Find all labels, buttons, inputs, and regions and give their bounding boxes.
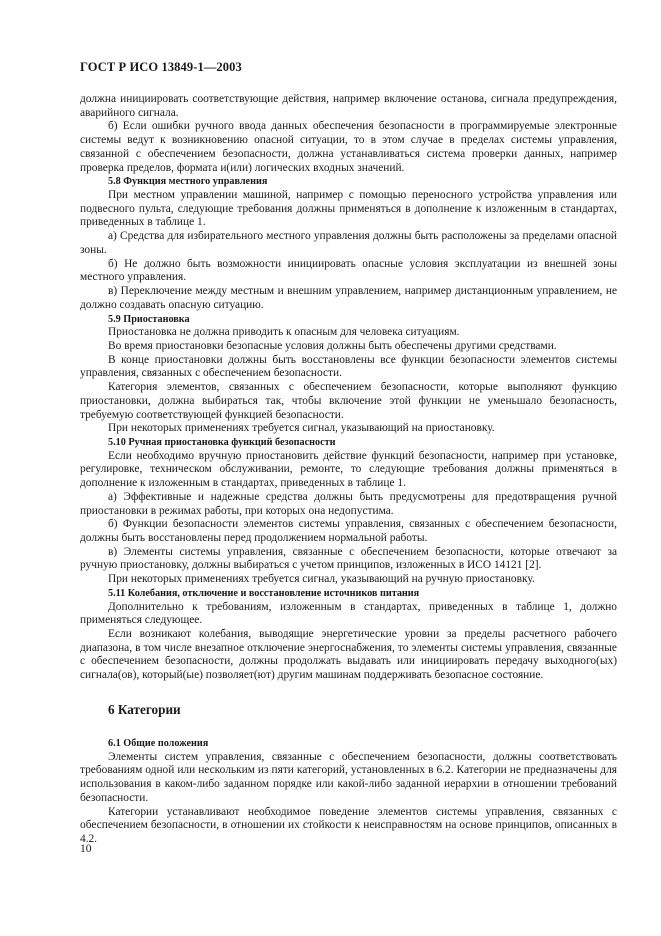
paragraph: должна инициировать соответствующие действия, например включение останова, сигнала предупреждения, аварийного сигнала.: [80, 93, 617, 119]
paragraph: б) Не должно быть возможности инициировать опасные условия эксплуатации из внешней зоны местного управления.: [80, 257, 617, 284]
paragraph: в) Элементы системы управления, связанные с обеспечением безопасности, которые отвечают за ручную приостановку, должны выбираться с учетом принципов, изложенных в ИСО 14121 [2].: [80, 545, 617, 572]
document-header: ГОСТ Р ИСО 13849-1—2003: [80, 60, 242, 74]
paragraph: В конце приостановки должны быть восстановлены все функции безопасности элементов системы управления, связанных с обеспечением безопасности.: [80, 353, 617, 380]
document-body: [80, 93, 617, 847]
paragraph: а) Средства для избирательного местного управления должны быть расположены за пределами опасной зоны.: [80, 230, 617, 256]
section-heading-5-9: 5.9 Приостановка: [108, 313, 190, 325]
paragraph: в) Переключение между местным и внешним управлением, например дистанционным управлением, не должно создавать опасную ситуацию.: [80, 285, 617, 311]
page-number: 10: [80, 843, 92, 855]
paragraph: При некоторых применениях требуется сигнал, указывающий на ручную приостановку.: [108, 573, 535, 586]
paragraph: Во время приостановки безопасные условия должны быть обеспечены другими средствами.: [108, 339, 557, 352]
section-heading-5-10: 5.10 Ручная приостановка функций безопасности: [108, 436, 336, 448]
paragraph: б) Функции безопасности элементов системы управления, связанных с обеспечением безопасности, должны быть восстановлены перед продолжением нормальной работы.: [80, 518, 617, 544]
paragraph: Если необходимо вручную приостановить действие функций безопасности, например при установке, регулировке, техническом обслуживании, ремонте, то следующие требования должны применяться в дополнение к изложенным в стандартах, приведенных в таблице 1.: [80, 449, 617, 490]
paragraph: а) Эффективные и надежные средства должны быть предусмотрены для предотвращения ручной приостановки в режимах работы, при которых она недопустима.: [80, 490, 617, 517]
paragraph: При некоторых применениях требуется сигнал, указывающий на приостановку.: [108, 422, 495, 435]
paragraph: Элементы систем управления, связанные с обеспечением безопасности, должны соответствовать требованиям одной или нескольким из пяти категорий, установленных в 6.2. Категории не предназначены для использования в каком-либо заданном порядке или какой-либо заданной иерархии в отношении требований безопасности.: [80, 750, 617, 804]
paragraph: Приостановка не должна приводить к опасным для человека ситуациям.: [108, 326, 460, 339]
paragraph: Категория элементов, связанных с обеспечением безопасности, которые выполняют функцию приостановки, должна выбираться так, чтобы включение этой функции не уменьшало безопасность, требуемую соответствующей функцией безопасности.: [80, 381, 617, 421]
paragraph: Если возникают колебания, выводящие энергетические уровни за пределы расчетного рабочего диапазона, в том числе внезапное отключение энергоснабжения, то элементы системы управления, связанные с обеспечением безопасности, должны продолжать выдавать или инициировать передачу выходного(ых) сигнала(ов), который(ые) позволяет(ют) другим машинам поддерживать безопасное состояние.: [80, 628, 617, 682]
paragraph: Дополнительно к требованиям, изложенным в стандартах, приведенных в таблице 1, должно применяться следующее.: [80, 600, 617, 627]
chapter-heading-6: 6 Категории: [108, 701, 181, 717]
section-heading-5-11: 5.11 Колебания, отключение и восстановление источников питания: [108, 587, 420, 599]
section-heading-6-1: 6.1 Общие положения: [108, 737, 209, 749]
section-heading-5-8: 5.8 Функция местного управления: [108, 176, 268, 188]
paragraph: б) Если ошибки ручного ввода данных обеспечения безопасности в программируемые электронные системы ведут к возникновению опасной ситуации, то в этом случае в пределах системы управления, связанной с обеспечением безопасности, должна устанавливаться система проверки данных, например проверка пределов, формата и(или) логических входных значений.: [80, 120, 617, 174]
paragraph: Категории устанавливают необходимое поведение элементов системы управления, связанных с обеспечением безопасности, в отношении их стойкости к неисправностям на основе принципов, описанных в 4.2.: [80, 805, 617, 845]
paragraph: При местном управлении машиной, например с помощью переносного устройства управления или подвесного пульта, следующие требования должны применяться в дополнение к изложенным в стандартах, приведенных в таблице 1.: [80, 189, 617, 229]
